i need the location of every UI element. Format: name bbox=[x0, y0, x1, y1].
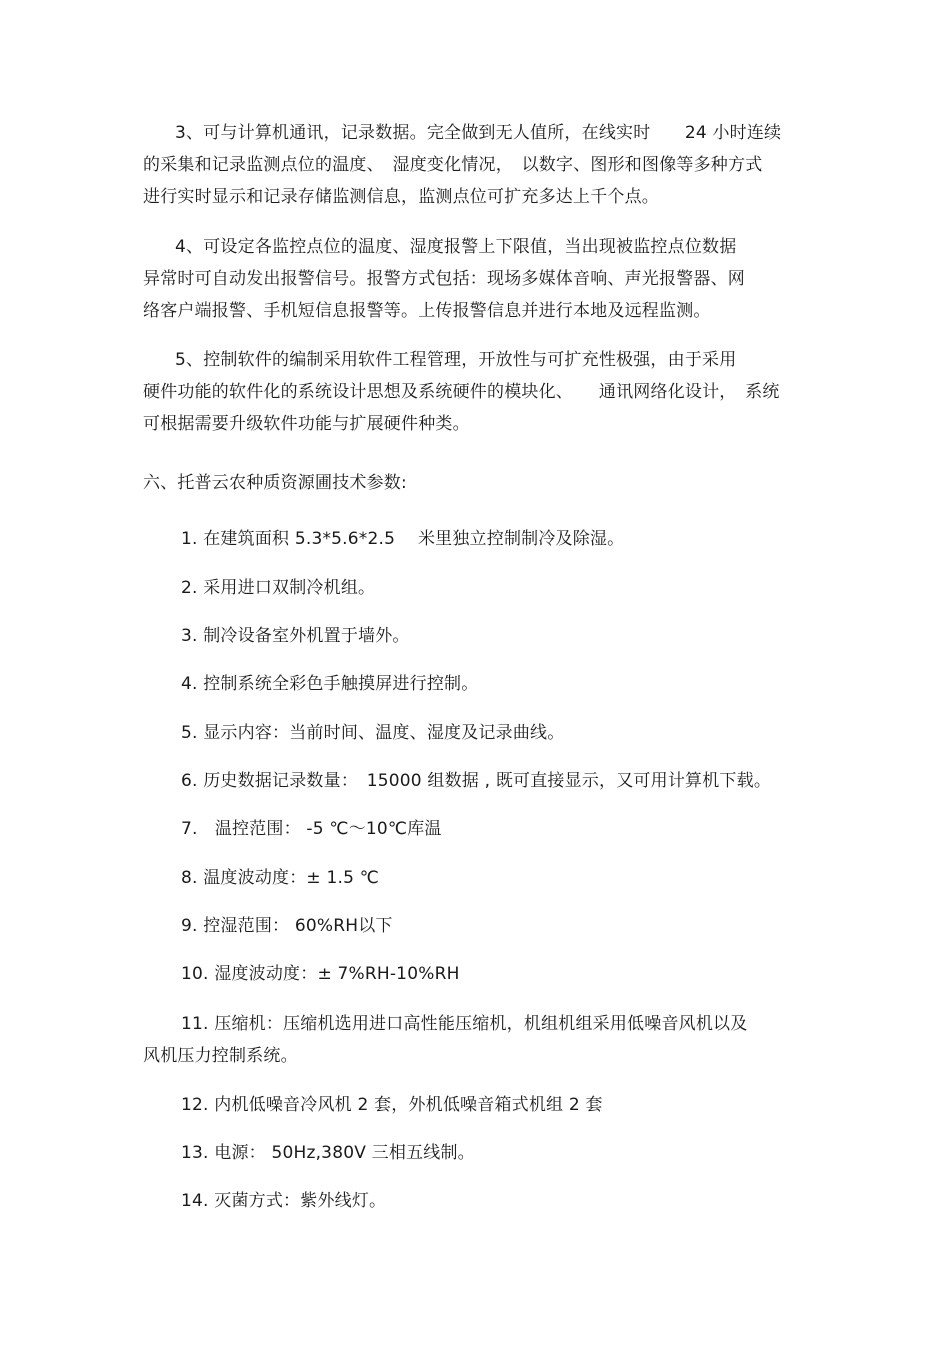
paragraph-3-line-2: 的采集和记录监测点位的温度、 湿度变化情况， 以数字、图形和图像等多种方式 bbox=[143, 155, 763, 175]
param-item-11-line-2: 风机压力控制系统。 bbox=[143, 1046, 298, 1066]
paragraph-5-line-3: 可根据需要升级软件功能与扩展硬件种类。 bbox=[143, 414, 470, 434]
paragraph-5-line-2: 硬件功能的软件化的系统设计思想及系统硬件的模块化、 通讯网络化设计， 系统 bbox=[143, 382, 780, 402]
paragraph-5-line-1: 5、控制软件的编制采用软件工程管理，开放性与可扩充性极强，由于采用 bbox=[175, 350, 737, 370]
param-item-7: 7. 温控范围： -5 ℃～10℃库温 bbox=[181, 819, 442, 839]
param-item-1: 1. 在建筑面积 5.3*5.6*2.5 米里独立控制制冷及除湿。 bbox=[181, 529, 625, 549]
param-item-2: 2. 采用进口双制冷机组。 bbox=[181, 578, 376, 598]
param-item-13: 13. 电源： 50Hz,380V 三相五线制。 bbox=[181, 1143, 475, 1163]
paragraph-3-line-1: 3、可与计算机通讯，记录数据。完全做到无人值所，在线实时 24 小时连续 bbox=[175, 123, 782, 143]
param-item-8: 8. 温度波动度：± 1.5 ℃ bbox=[181, 868, 380, 888]
param-item-6: 6. 历史数据记录数量： 15000 组数据 , 既可直接显示，又可用计算机下载。 bbox=[181, 771, 772, 791]
paragraph-4-line-1: 4、可设定各监控点位的温度、湿度报警上下限值，当出现被监控点位数据 bbox=[175, 237, 737, 257]
param-item-3: 3. 制冷设备室外机置于墙外。 bbox=[181, 626, 410, 646]
param-item-5: 5. 显示内容：当前时间、温度、湿度及记录曲线。 bbox=[181, 723, 565, 743]
param-item-10: 10. 湿度波动度：± 7%RH-10%RH bbox=[181, 964, 460, 984]
paragraph-4-line-2: 异常时可自动发出报警信号。报警方式包括：现场多媒体音响、声光报警器、网 bbox=[143, 269, 745, 289]
paragraph-4-line-3: 络客户端报警、手机短信息报警等。上传报警信息并进行本地及远程监测。 bbox=[143, 301, 711, 321]
section-heading: 六、托普云农种质资源圃技术参数: bbox=[143, 473, 407, 493]
param-item-4: 4. 控制系统全彩色手触摸屏进行控制。 bbox=[181, 674, 479, 694]
paragraph-3-line-3: 进行实时显示和记录存储监测信息，监测点位可扩充多达上千个点。 bbox=[143, 187, 659, 207]
param-item-14: 14. 灭菌方式：紫外线灯。 bbox=[181, 1191, 387, 1211]
param-item-11-line-1: 11. 压缩机：压缩机选用进口高性能压缩机，机组机组采用低噪音风机以及 bbox=[181, 1014, 748, 1034]
param-item-9: 9. 控湿范围： 60%RH以下 bbox=[181, 916, 393, 936]
param-item-12: 12. 内机低噪音冷风机 2 套，外机低噪音箱式机组 2 套 bbox=[181, 1095, 603, 1115]
